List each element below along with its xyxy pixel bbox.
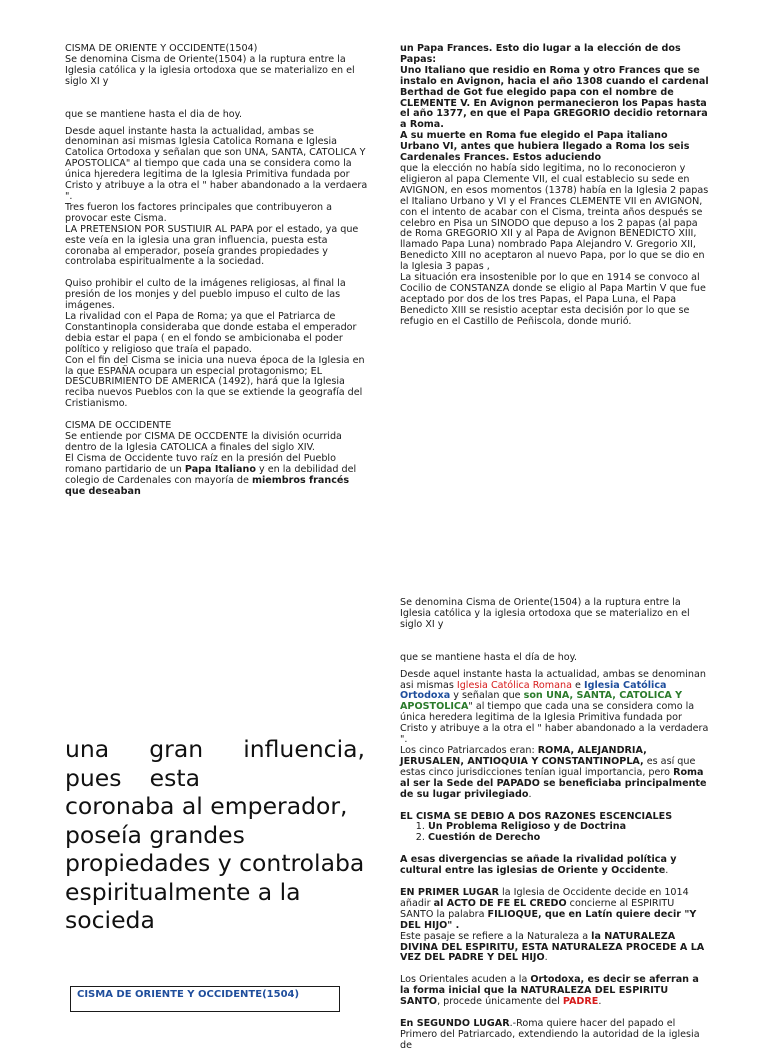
paragraph: La rivalidad con el Papa de Roma; ya que el Patriarca de Constantinopla consideraba que donde estaba el emperador debia estar el papa ( en el fondo se ambicionaba el poder político y religioso que traía el papado. [65, 311, 357, 355]
text-run-red: Iglesia Católica Romana [456, 679, 572, 691]
text-run-bold: EL CISMA SE DEBIO A DOS RAZONES ESCENCIALES [400, 810, 673, 822]
text-run-bold: Ortodoxa, es decir se aferran a la forma inicial que la NATURALEZA DEL ESPIRITU SANTO [400, 974, 699, 1008]
paragraph: que se mantiene hasta el día de hoy. [400, 651, 578, 663]
paragraph [400, 746, 710, 801]
text-run: y en la debilidad del colegio de Cardenales con mayoría de [65, 463, 357, 486]
text-run: , procede únicamente del [437, 996, 563, 1008]
paragraph [400, 932, 710, 965]
paragraph: Con el fin del Cisma se inicia una nueva época de la Iglesia en la que ESPAÑA ocupara un especial protagonismo; EL DESCUBRIMIENTO DE AMERICA (1492), hará que la Iglesia reciba nuevos Pueblos con la que se extiende la geografía del Cristianismo. [65, 354, 365, 410]
paragraph [65, 454, 370, 498]
paragraph: Desde aquel instante hasta la actualidad, ambas se denominan asi mismas Iglesia Catolica Romana e Iglesia Catolica Ortodoxa y señalan que son UNA, SANTA, CATOLICA Y APOSTOLICA" al tiempo que cada una se considera como la única hjeredera legitima de la Iglesia Primitiva fundada por Cristo y atribuye a la otra el " haber abandonado a la verdaera ". [65, 125, 368, 202]
text-run: e [572, 679, 585, 691]
text-run: . [598, 996, 602, 1008]
section-title: CISMA DE ORIENTE Y OCCIDENTE(1504) [65, 43, 258, 54]
enlarged-line: una gran influencia, [65, 735, 365, 763]
text-run-bold: A esas divergencias se añade la rivalidad política y cultural entre las iglesias de Oriente y Occidente [400, 854, 677, 877]
text-run: . [665, 865, 669, 877]
text-run: y señalan que [450, 690, 524, 702]
paragraph: Quiso prohibir el culto de la imágenes religiosas, al final la presión de los monjes y del pueblo impuso el culto de las imágenes. [65, 278, 346, 312]
text-run: .-Roma quiere hacer del papado el Primero del Patriarcado, extendiendo la autoridad de la iglesia de [400, 1018, 700, 1051]
text-run-bold: A su muerte en Roma fue elegido el Papa italiano Urbano VI, antes que hubiera llegado a Roma los seis Cardenales Frances. Estos aduciendo [400, 130, 690, 164]
paragraph [400, 1019, 710, 1052]
text-run-bold: Un Problema Religioso y de Doctrina [428, 821, 627, 833]
text-run: El Cisma de Occidente tuvo raíz en la presión del Pueblo romano partidario de un [65, 452, 336, 475]
column-top-left [65, 44, 370, 498]
column-top-right [400, 44, 710, 328]
text-run-bold: En SEGUNDO LUGAR [400, 1018, 510, 1030]
text-run-red: PADRE [562, 996, 599, 1008]
paragraph: La situación era insostenible por lo que en 1914 se convoco al Cocilio de CONSTANZA donde se eligio al Papa Martin V que fue aceptado por dos de los tres Papas, el Papa Luna, el Papa Benedicto XIII se resistio aceptar esta decisión por lo que se refugio en el Castillo de Peñiscola, donde murió. [400, 272, 706, 327]
text-run: concierne al ESPIRITU SANTO la palabra [400, 897, 675, 920]
paragraph [400, 855, 710, 877]
text-run: es así que estas cinco jurisdicciones tenían igual importancia, pero [400, 755, 696, 778]
text-run: . [528, 788, 532, 800]
enlarged-paragraph: coronaba al emperador, poseía grandes propiedades y controlaba espiritualmente a la socieda [65, 792, 365, 934]
enlarged-line: pues esta [65, 763, 200, 792]
text-run-green: son UNA, SANTA, CATOLICA Y APOSTOLICA [400, 690, 683, 713]
paragraph [400, 975, 710, 1008]
text-run-bold: Papa Italiano [184, 463, 256, 475]
paragraph: Se entiende por CISMA DE OCCDENTE la división ocurrida dentro de la Iglesia CATOLICA a finales del siglo XIV. [65, 431, 342, 453]
paragraph: Tres fueron los factores principales que contribuyeron a provocar este Cisma. [65, 201, 333, 224]
paragraph: que la elección no había sido legitima, no lo reconocieron y eligieron al papa Clemente VII, el cual establecio su sede en AVIGNON, en esos momentos (1378) había en la Iglesia 2 papas el Italiano Urbano y VI y el Frances CLEMENTE VII en AVIGNON, con el intento de acabar con el Cisma, treinta años después se celebro en Pisa un SINODO que depuso a los 2 papas (al papa de Roma GREGORIO XII y al Papa de Avignon BENEDICTO XIII, llamado Papa Luna) nombrado Papa Alejandro V. Gregorio XII, Benedicto XIII no aceptaron al nuevo Papa, por lo que se dio en la Iglesia 3 papas , [400, 162, 709, 273]
text-run-bold: un Papa Frances. Esto dio lugar a la elección de dos Papas: [400, 43, 681, 65]
paragraph: Se denomina Cisma de Oriente(1504) a la ruptura entre la Iglesia católica y la iglesia ortodoxa que se materializo en el siglo XI y [400, 597, 690, 630]
paragraph: Se denomina Cisma de Oriente(1504) a la ruptura entre la Iglesia católica y la iglesia ortodoxa que se materializo en el siglo XI y [65, 53, 355, 87]
list-item [428, 833, 710, 844]
text-run-blue: Iglesia Católica Ortodoxa [400, 679, 667, 702]
paragraph [400, 888, 710, 932]
text-run: la Iglesia de Occidente decide en 1014 añadir [400, 887, 689, 909]
title-box: CISMA DE ORIENTE Y OCCIDENTE(1504) [70, 986, 340, 1012]
paragraph: que se mantiene hasta el dia de hoy. [65, 108, 243, 120]
paragraph [400, 670, 710, 746]
text-run: " al tiempo que cada una se considera como la única heredera legitima de la Iglesia Primitiva fundada por Cristo y atribuye a la otra el " haber abandonado a la verdadera ". [400, 701, 709, 746]
text-run: . [544, 952, 548, 964]
text-run: Desde aquel instante hasta la actualidad, ambas se denominan asi mismas [400, 668, 706, 691]
text-run-bold: la NATURALEZA DIVINA DEL ESPIRITU, ESTA NATURALEZA PROCEDE A LA VEZ DEL PADRE Y DEL HIJO [400, 930, 705, 964]
text-run-bold: Uno Italiano que residio en Roma y otro Frances que se instalo en Avignon, hacia el año 1308 cuando el cardenal Berthad de Got fue elegido papa con el nombre de CLEMENTE V. En Avignon permanecieron los Papas hasta el año 1377, en que el Papa GREGORIO decidio retornara a Roma. [400, 64, 709, 131]
text-run-bold: EN PRIMER LUGAR [400, 887, 499, 899]
text-run: Este pasaje se refiere a la Naturaleza a [400, 930, 592, 942]
text-run: Los Orientales acuden a la [400, 974, 531, 986]
text-run-bold: miembros francés que deseaban [65, 474, 350, 497]
section-subtitle: CISMA DE OCCIDENTE [65, 420, 172, 432]
text-run-bold: Cuestión de Derecho [428, 832, 541, 844]
paragraph-bold [400, 44, 710, 66]
text-run-bold: FILIOQUE, que en Latín quiere decir "Y DEL HIJO" . [400, 908, 697, 931]
paragraph-bold [400, 131, 710, 164]
reasons-list [400, 822, 710, 844]
paragraph: LA PRETENSION POR SUSTIUIR AL PAPA por el estado, ya que este veía en la iglesia una gran influencia, puesta esta coronaba al emperador, poseía grandes propiedades y controlaba espiritualmente a la sociedad. [65, 223, 359, 268]
text-run-bold: al ACTO DE FE EL CREDO [433, 897, 567, 909]
text-run: Los cinco Patriarcados eran: [400, 744, 538, 756]
column-bottom-right [400, 598, 710, 1052]
paragraph-bold [400, 66, 710, 131]
text-run-bold: Roma al ser la Sede del PAPADO se beneficiaba principalmente de su lugar privilegiado [400, 766, 707, 800]
text-run-bold: ROMA, ALEJANDRIA, JERUSALEN, ANTIOQUIA Y CONSTANTINOPLA, [400, 744, 647, 767]
enlarged-text [65, 735, 365, 935]
